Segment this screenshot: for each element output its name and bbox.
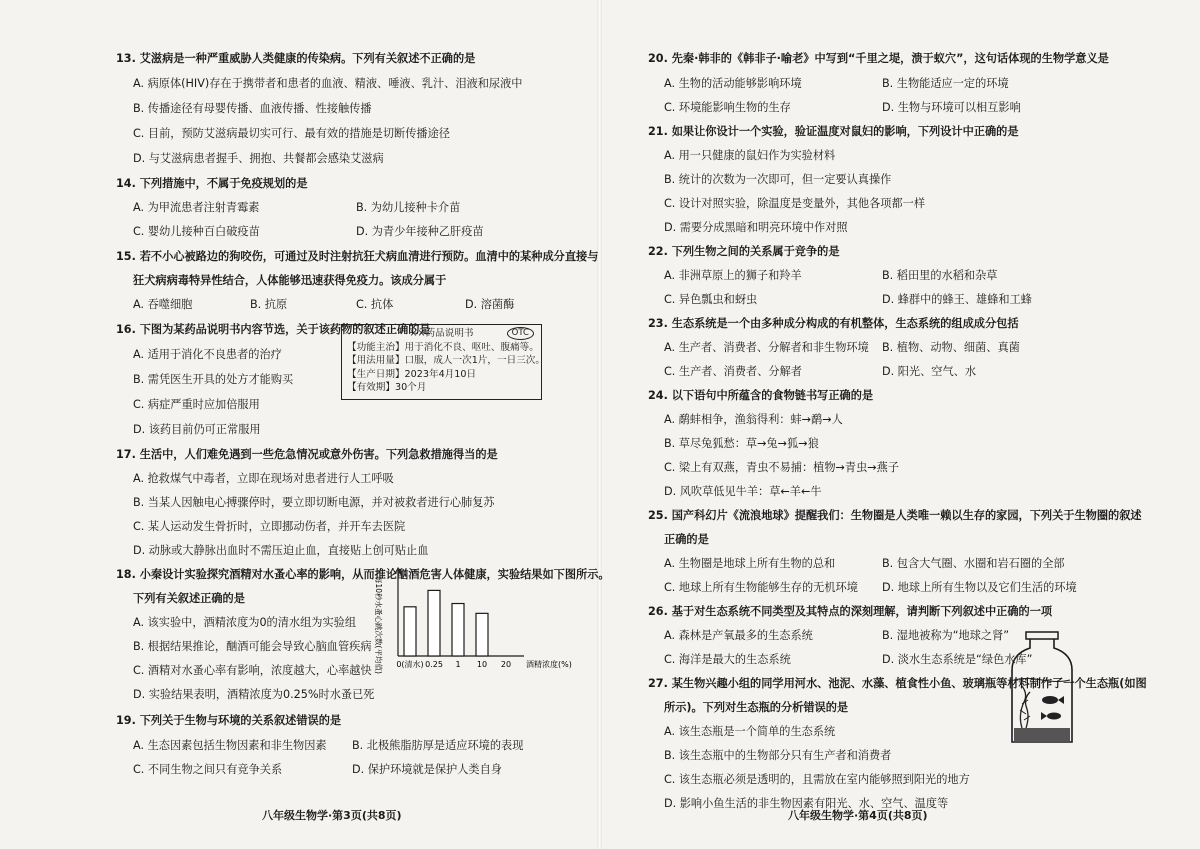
left_page-line: A. 吞噬细胞 [133,298,193,311]
right_page-line: C. 梁上有双燕，青虫不易捕：植物→青虫→燕子 [664,461,900,474]
x-tick-label: 10 [476,660,488,669]
right_page-line: A. 生物的活动能够影响环境 [664,77,802,90]
medicine-instruction-box [341,324,545,400]
right_page-line: C. 地球上所有生物能够生存的无机环境 [664,581,858,594]
left_page-line: A. 适用于消化不良患者的治疗 [133,348,282,361]
left_page-line: C. 婴幼儿接种百白破疫苗 [133,225,260,238]
right_page-line: 正确的是 [664,533,709,546]
left_page-line: 18. 小秦设计实验探究酒精对水蚤心率的影响，从而推论酗酒危害人体健康，实验结果如下图所示。 [116,568,610,581]
right_page-line: 20. 先秦·韩非的《韩非子·喻老》中写到“千里之堤，溃于蚁穴”，这句话体现的生物学意义是 [648,52,1109,65]
right_page-line: C. 该生态瓶必须是透明的，且需放在室内能够照到阳光的地方 [664,773,970,786]
x-axis-label: 酒精浓度(%) [526,660,572,669]
right_page-line: C. 环境能影响生物的生存 [664,101,791,114]
left_page-line: C. 目前，预防艾滋病最切实可行、最有效的措施是切断传播途径 [133,127,450,140]
right_page-line: 所示)。下列对生态瓶的分析错误的是 [664,701,849,714]
right_page-line: B. 该生态瓶中的生物部分只有生产者和消费者 [664,749,892,762]
right_page-line: A. 生产者、消费者、分解者和非生物环境 [664,341,869,354]
left_page-line: B. 当某人因触电心搏骤停时，要立即切断电源，并对被救者进行心肺复苏 [133,496,495,509]
left_page-line: B. 为幼儿接种卡介苗 [356,201,461,214]
ecology-bottle-illustration [1006,630,1078,748]
left_page-line: 13. 艾滋病是一种严重威胁人类健康的传染病。下列有关叙述不正确的是 [116,52,476,65]
right_page-line: D. 阳光、空气、水 [882,365,977,378]
left_page-line: A. 该实验中，酒精浓度为0的清水组为实验组 [133,616,357,629]
otc-row-production-date: 【生产日期】2023年4月10日 [347,368,477,380]
right_page-line: B. 植物、动物、细菌、真菌 [882,341,1020,354]
left_page-line: D. 与艾滋病患者握手、拥抱、共餐都会感染艾滋病 [133,152,384,165]
otc-row-dosage: 【用法用量】口服，成人一次1片，一日三次。 [347,355,545,366]
right_page-line: B. 生物能适应一定的环境 [882,77,1009,90]
heart-rate-bar-chart [362,566,598,680]
right_page-line: D. 影响小鱼生活的非生物因素有阳光、水、空气、温度等 [664,797,949,810]
right_page-line: 22. 下列生物之间的关系属于竞争的是 [648,245,840,258]
y-axis-label: 每10秒水蚤心跳次数(平均值) [374,576,383,674]
right_page-line: B. 湿地被称为“地球之肾” [882,629,1010,642]
left_page-line: 16. 下图为某药品说明书内容节选，关于该药物的叙述正确的是 [116,323,431,336]
right_page-line: B. 稻田里的水稻和杂草 [882,269,998,282]
right_page-line: D. 地球上所有生物以及它们生活的环境 [882,581,1077,594]
right_page-line: 24. 以下语句中所蕴含的食物链书写正确的是 [648,389,874,402]
otc-badge: OTC [507,327,534,340]
left_page-line: 14. 下列措施中，不属于免疫规划的是 [116,177,308,190]
right_page-line: C. 设计对照实验，除温度是变量外，其他各项都一样 [664,197,926,210]
right_page-line: D. 生物与环境可以相互影响 [882,101,1021,114]
right_page-line: B. 统计的次数为一次即可，但一定要认真操作 [664,173,892,186]
left_page-line: 下列有关叙述正确的是 [133,592,245,605]
otc-row-function: 【功能主治】用于消化不良、呕吐、腹痛等。 [347,341,539,353]
left_page-line: B. 抗原 [250,298,288,311]
right_page-line: A. 该生态瓶是一个简单的生态系统 [664,725,836,738]
right_page-line: A. 森林是产氧最多的生态系统 [664,629,813,642]
bar-0 [404,607,416,656]
left_page-line: B. 北极熊脂肪厚是适应环境的表现 [352,739,524,752]
right_page-line: B. 草尽兔狐愁：草→兔→狐→狼 [664,437,819,450]
left_page-line: 19. 下列关于生物与环境的关系叙述错误的是 [116,714,342,727]
bar-2 [452,604,464,656]
otc-row-validity: 【有效期】30个月 [347,382,427,393]
left_page-line: D. 保护环境就是保护人类自身 [352,763,502,776]
right_page-line: 26. 基于对生态系统不同类型及其特点的深刻理解，请判断下列叙述中正确的一项 [648,605,1053,618]
left_page-line: C. 某人运动发生骨折时，立即挪动伤者，并开车去医院 [133,520,406,533]
left_page-line: C. 酒精对水蚤心率有影响，浓度越大，心率越快 [133,664,372,677]
right_page-line: C. 海洋是最大的生态系统 [664,653,791,666]
right_page-line: D. 蜂群中的蜂王、雄蜂和工蜂 [882,293,1032,306]
left_page-line: 15. 若不小心被路边的狗咬伤，可通过及时注射抗狂犬病血清进行预防。血清中的某种成分直接与 [116,250,599,263]
left_page-line: C. 病症严重时应加倍服用 [133,398,260,411]
left_page-line: B. 需凭医生开具的处方才能购买 [133,373,294,386]
right_page-line: A. 用一只健康的鼠妇作为实验材料 [664,149,836,162]
right_page-line: 21. 如果让你设计一个实验，验证温度对鼠妇的影响，下列设计中正确的是 [648,125,1019,138]
left_page-line: C. 抗体 [356,298,394,311]
right_page-line: A. 非洲草原上的狮子和羚羊 [664,269,802,282]
right_page-line: C. 生产者、消费者、分解者 [664,365,802,378]
left_page-line: D. 溶菌酶 [465,298,515,311]
right_page-line: C. 异色瓢虫和蚜虫 [664,293,758,306]
left_page-line: A. 为甲流患者注射青霉素 [133,201,260,214]
x-tick-label: 0.25 [425,660,443,669]
left_page-line: D. 实验结果表明，酒精浓度为0.25%时水蚤已死 [133,688,375,701]
left_page-line: A. 抢救煤气中毒者，立即在现场对患者进行人工呼吸 [133,472,394,485]
bar-1 [428,590,440,656]
right_page-line: A. 生物圈是地球上所有生物的总和 [664,557,836,570]
right_page-line: D. 淡水生态系统是“绿色水库” [882,653,1033,666]
left_page-line: 17. 生活中，人们难免遇到一些危急情况或意外伤害。下列急救措施得当的是 [116,448,498,461]
bar-3 [476,613,488,656]
left_page-line: D. 动脉或大静脉出血时不需压迫止血，直接贴上创可贴止血 [133,544,429,557]
x-tick-label: 1 [455,660,461,669]
x-tick-label: 20 [500,660,512,669]
page-fold [597,0,602,849]
left_page-line: C. 不同生物之间只有竞争关系 [133,763,283,776]
x-tick-label: 0(清水) [396,660,424,669]
right_page-line: A. 鹬蚌相争，渔翁得利：蚌→鹬→人 [664,413,843,426]
left_page-line: B. 传播途径有母婴传播、血液传播、性接触传播 [133,102,372,115]
right_page-line: 23. 生态系统是一个由多种成分构成的有机整体，生态系统的组成成分包括 [648,317,1019,330]
left_page-line: D. 为青少年接种乙肝疫苗 [356,225,484,238]
right_page-line: B. 包含大气圈、水圈和岩石圈的全部 [882,557,1065,570]
right-page-footer: 八年级生物学·第4页(共8页) [788,809,928,822]
right_page-line: 25. 国产科幻片《流浪地球》提醒我们：生物圈是人类唯一赖以生存的家园，下列关于生物圈的叙述 [648,509,1142,522]
medicine-instruction-title: ××药品说明书 [409,328,474,339]
right_page-line: 27. 某生物兴趣小组的同学用河水、池泥、水藻、植食性小鱼、玻璃瓶等材料制作了一个生态瓶(如图 [648,677,1147,690]
left_page-line: B. 根据结果推论，酗酒可能会导致心脑血管疾病 [133,640,372,653]
right_page-line: D. 风吹草低见牛羊：草←羊←牛 [664,485,822,498]
left_page-line: A. 病原体(HIV)存在于携带者和患者的血液、精液、唾液、乳汁、泪液和尿液中 [133,77,523,90]
left_page-line: A. 生态因素包括生物因素和非生物因素 [133,739,327,752]
left_page-line: D. 该药目前仍可正常服用 [133,423,261,436]
left-page-footer: 八年级生物学·第3页(共8页) [262,809,402,822]
right_page-line: D. 需要分成黑暗和明亮环境中作对照 [664,221,848,234]
left_page-line: 狂犬病病毒特异性结合，人体能够迅速获得免疫力。该成分属于 [133,274,447,287]
